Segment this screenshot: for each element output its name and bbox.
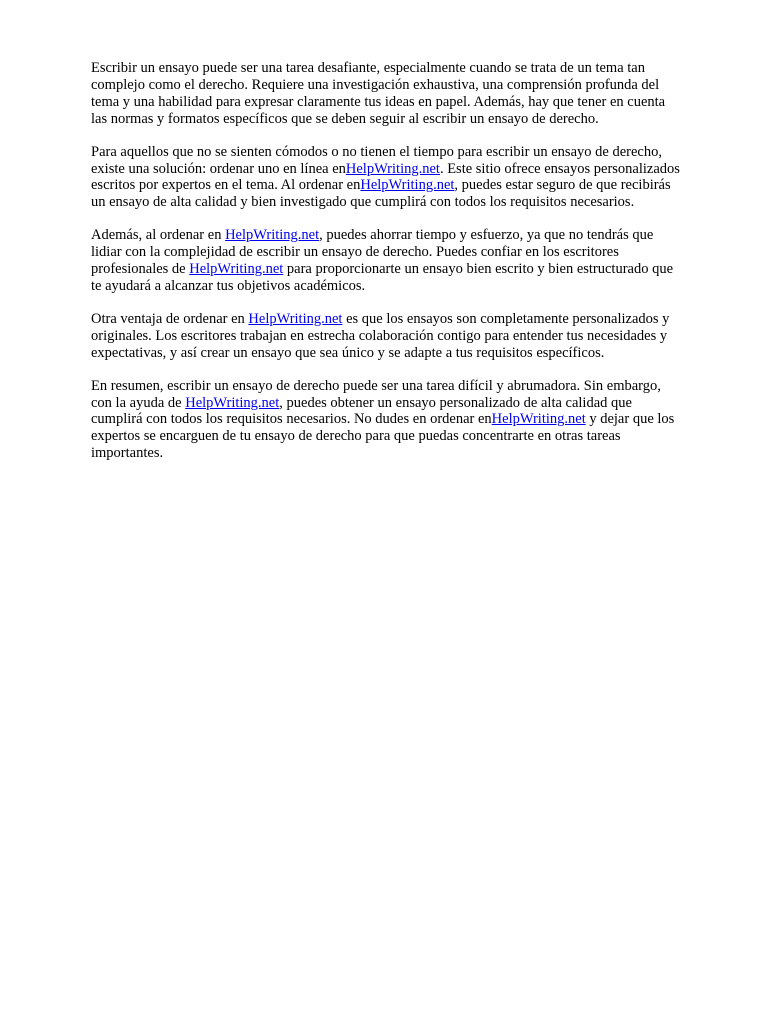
text-segment: expertos se encarguen de tu ensayo de derecho para que puedas concentrarte en otras tareas [91, 428, 621, 445]
text-line [91, 428, 727, 445]
text-segment: y dejar que los [585, 411, 675, 428]
text-line [91, 177, 727, 194]
text-segment: con la ayuda de [91, 394, 186, 411]
paragraph [91, 311, 727, 362]
text-line [91, 395, 727, 412]
text-segment: En resumen, escribir un ensayo de derecho puede ser una tarea difícil y abrumadora. Sin embargo, [91, 377, 661, 394]
text-segment: importantes. [91, 445, 164, 462]
text-line [91, 111, 727, 128]
paragraph [91, 227, 727, 295]
text-segment: , puedes estar seguro de que recibirás [454, 177, 671, 194]
text-segment: las normas y formatos específicos que se deben seguir al escribir un ensayo de derecho. [91, 110, 599, 127]
text-segment: profesionales de [91, 261, 190, 278]
text-line [91, 94, 727, 111]
text-line [91, 244, 727, 261]
text-segment: , puedes ahorrar tiempo y esfuerzo, ya que no tendrás que [319, 227, 654, 244]
text-line [91, 278, 727, 295]
text-line [91, 445, 727, 462]
helpwriting-link[interactable]: HelpWriting.net [345, 160, 440, 177]
helpwriting-link[interactable]: HelpWriting.net [189, 261, 284, 278]
text-segment: es que los ensayos son completamente personalizados y [342, 310, 670, 327]
text-line [91, 411, 727, 428]
text-segment: cumplirá con todos los requisitos necesarios. No dudes en ordenar en [91, 411, 492, 428]
text-segment: Otra ventaja de ordenar en [91, 310, 249, 327]
text-segment: un ensayo de alta calidad y bien investigado que cumplirá con todos los requisitos necesarios. [91, 194, 635, 211]
text-line [91, 227, 727, 244]
text-line [91, 311, 727, 328]
text-line [91, 194, 727, 211]
helpwriting-link[interactable]: HelpWriting.net [225, 227, 320, 244]
helpwriting-link[interactable]: HelpWriting.net [185, 394, 280, 411]
text-line [91, 345, 727, 362]
text-line [91, 77, 727, 94]
text-segment: expectativas, y así crear un ensayo que sea único y se adapte a tus requisitos específicos. [91, 344, 605, 361]
text-segment: te ayudará a alcanzar tus objetivos académicos. [91, 277, 366, 294]
text-segment: escritos por expertos en el tema. Al ordenar en [91, 177, 361, 194]
text-line [91, 161, 727, 178]
helpwriting-link[interactable]: HelpWriting.net [360, 177, 455, 194]
document-body [91, 60, 727, 478]
text-segment: existe una solución: ordenar uno en línea en [91, 160, 346, 177]
helpwriting-link[interactable]: HelpWriting.net [248, 310, 343, 327]
text-line [91, 328, 727, 345]
text-segment: , puedes obtener un ensayo personalizado de alta calidad que [279, 394, 632, 411]
paragraph [91, 60, 727, 128]
text-segment: lidiar con la complejidad de escribir un ensayo de derecho. Puedes confiar en los escritores [91, 244, 619, 261]
text-segment: originales. Los escritores trabajan en estrecha colaboración contigo para entender tus necesidades y [91, 327, 668, 344]
text-segment: . Este sitio ofrece ensayos personalizados [439, 160, 680, 177]
text-segment: para proporcionarte un ensayo bien escrito y bien estructurado que [283, 261, 674, 278]
paragraph [91, 144, 727, 212]
text-line [91, 378, 727, 395]
text-segment: tema y una habilidad para expresar claramente tus ideas en papel. Además, hay que tener en cuenta [91, 93, 666, 110]
paragraph [91, 378, 727, 463]
text-segment: Además, al ordenar en [91, 227, 226, 244]
text-line [91, 144, 727, 161]
text-segment: Escribir un ensayo puede ser una tarea desafiante, especialmente cuando se trata de un tema tan [91, 60, 645, 76]
helpwriting-link[interactable]: HelpWriting.net [491, 411, 586, 428]
text-segment: complejo como el derecho. Requiere una investigación exhaustiva, una comprensión profunda del [91, 76, 660, 93]
text-line [91, 60, 727, 77]
text-line [91, 261, 727, 278]
text-segment: Para aquellos que no se sienten cómodos o no tienen el tiempo para escribir un ensayo de derecho, [91, 143, 662, 160]
